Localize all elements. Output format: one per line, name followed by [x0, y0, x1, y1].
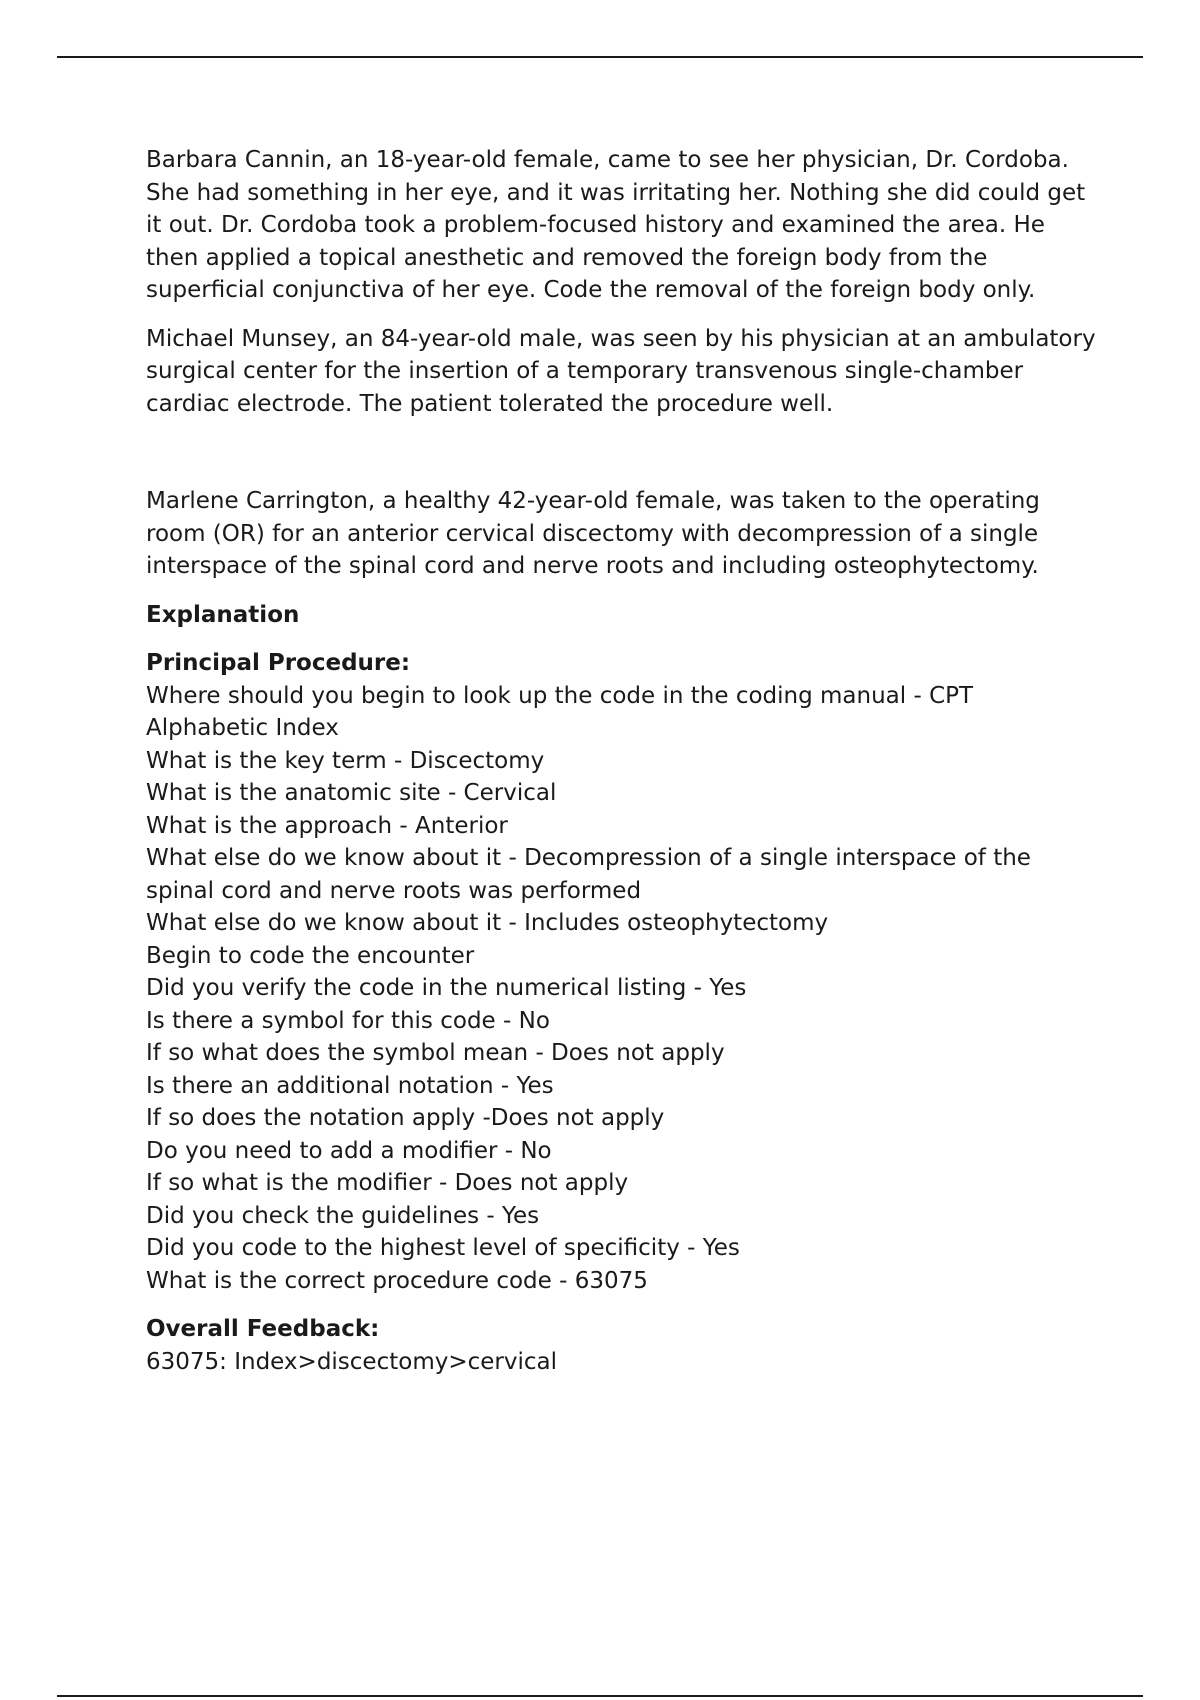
explanation-line: What is the correct procedure code - 63075 — [146, 1267, 648, 1294]
explanation-line: What is the approach - Anterior — [146, 812, 508, 839]
principal-procedure-heading: Principal Procedure: — [146, 650, 411, 676]
explanation-line: Where should you begin to look up the code in the coding manual - CPT Alphabetic Index — [146, 682, 974, 741]
case-paragraph-michael-munsey: Michael Munsey, an 84-year-old male, was seen by his physician at an ambulatory surgical center for the insertion of a temporary transvenous single-chamber cardiac electrode. The patient tolerated the procedure well. — [146, 325, 1096, 417]
explanation-line: What else do we know about it - Decompression of a single interspace of the spinal cord and nerve roots was performed — [146, 845, 1031, 904]
bottom-rule — [57, 1695, 1143, 1697]
explanation-line: Did you check the guidelines - Yes — [146, 1202, 540, 1229]
explanation-line: What else do we know about it - Includes osteophytectomy — [146, 910, 829, 936]
principal-procedure-section — [146, 647, 1096, 1297]
explanation-line: If so what is the modifier - Does not apply — [146, 1170, 629, 1196]
explanation-line: Begin to code the encounter — [146, 942, 475, 969]
explanation-line: What is the key term - Discectomy — [146, 747, 545, 774]
explanation-line: Did you verify the code in the numerical listing - Yes — [146, 975, 747, 1001]
top-rule — [57, 56, 1143, 58]
explanation-line: Do you need to add a modifier - No — [146, 1137, 552, 1164]
document-body — [146, 144, 1096, 1394]
case-paragraph-barbara-cannin: Barbara Cannin, an 18-year-old female, came to see her physician, Dr. Cordoba. She had something in her eye, and it was irritating her. Nothing she did could get it out. Dr. Cordoba took a problem-focused history and examined the area. He then applied a topical anesthetic and removed the foreign body from the superficial conjunctiva of her eye. Code the removal of the foreign body only. — [146, 147, 1086, 303]
overall-feedback-text: 63075: Index>discectomy>cervical — [146, 1348, 557, 1375]
explanation-line: If so what does the symbol mean - Does not apply — [146, 1040, 725, 1066]
explanation-line: What is the anatomic site - Cervical — [146, 780, 557, 806]
explanation-line: Is there an additional notation - Yes — [146, 1072, 554, 1099]
explanation-line: Is there a symbol for this code - No — [146, 1007, 550, 1034]
explanation-line: If so does the notation apply -Does not apply — [146, 1105, 665, 1131]
overall-feedback-section — [146, 1313, 1096, 1378]
explanation-heading: Explanation — [146, 601, 300, 628]
overall-feedback-heading: Overall Feedback: — [146, 1316, 380, 1342]
explanation-line: Did you code to the highest level of specificity - Yes — [146, 1235, 740, 1261]
case-paragraph-marlene-carrington: Marlene Carrington, a healthy 42-year-old female, was taken to the operating room (OR) for an anterior cervical discectomy with decompression of a single interspace of the spinal cord and nerve roots and including osteophytectomy. — [146, 488, 1040, 579]
